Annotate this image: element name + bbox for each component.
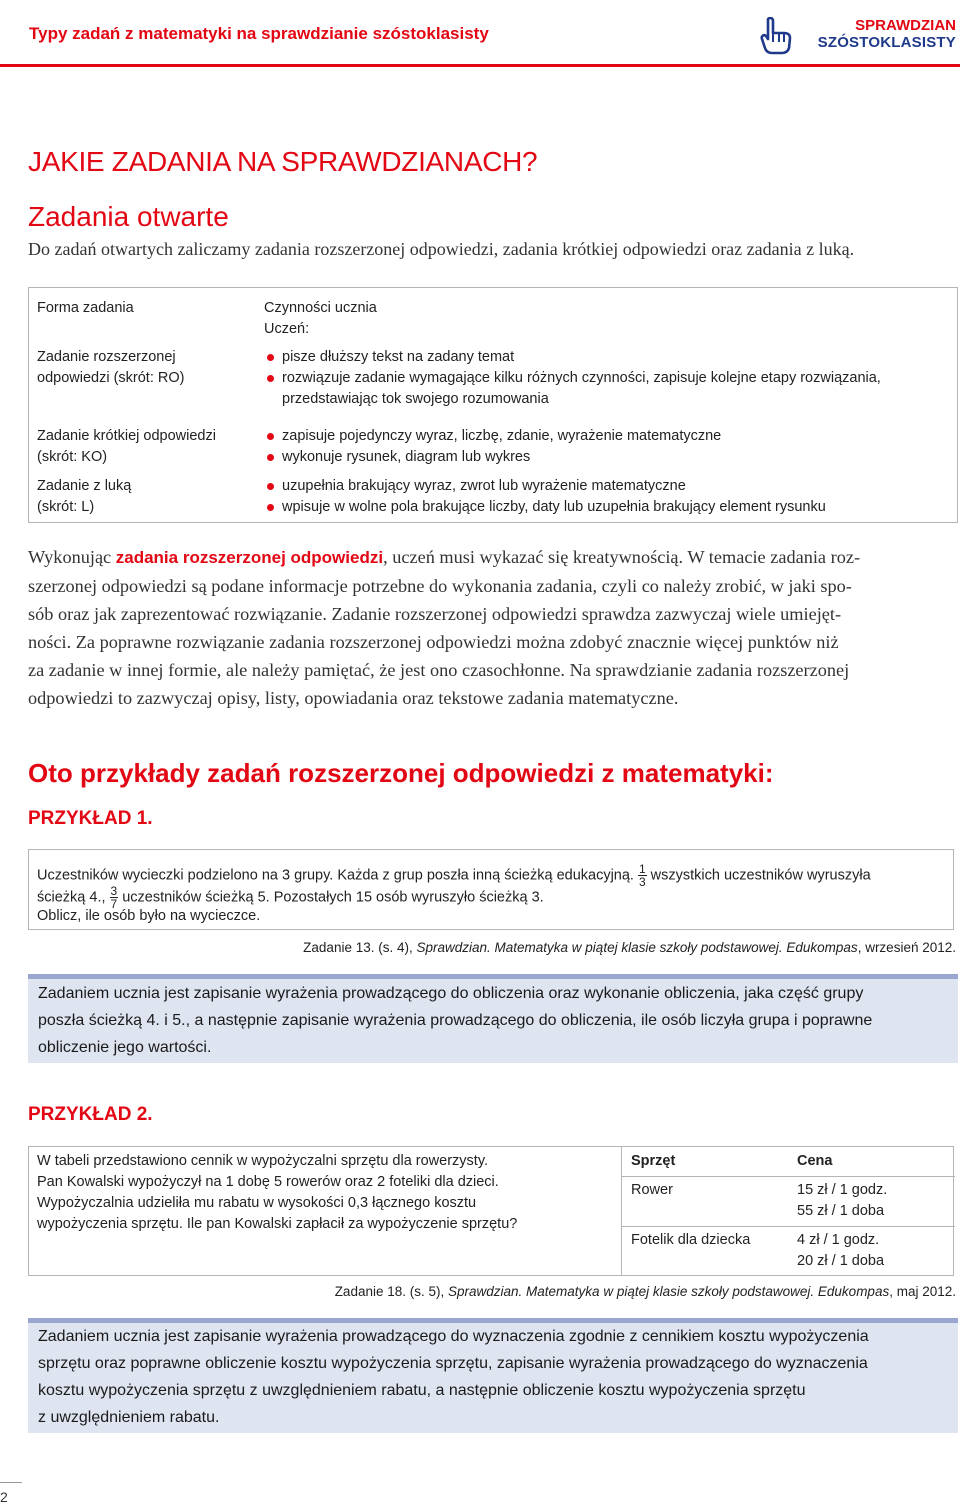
ex2-summary-line-3: kosztu wypożyczenia sprzętu z uwzględnieniem rabatu, a następnie obliczenie kosztu wypożyczenia sprzętu bbox=[38, 1382, 806, 1399]
example-2-task bbox=[28, 1146, 954, 1276]
price-row2-item: Fotelik dla dziecka bbox=[631, 1232, 751, 1248]
ex2-summary-line-4: z uwzględnieniem rabatu. bbox=[38, 1409, 220, 1426]
main-heading: JAKIE ZADANIA NA SPRAWDZIANACH? bbox=[28, 146, 538, 177]
fraction-three-sevenths: $\frac{3}{7}$ bbox=[110, 884, 118, 911]
example-1-source: Zadanie 13. (s. 4), Sprawdzian. Matematyka w piątej klasie szkoły podstawowej. Edukompas, wrzesień 2012. bbox=[303, 940, 956, 955]
task-forms-table bbox=[28, 287, 958, 523]
forms-column-header: Forma zadania bbox=[37, 300, 134, 316]
price-row1-day: 55 zł / 1 doba bbox=[797, 1203, 885, 1219]
logo-line-2: SZÓSTOKLASISTY bbox=[817, 34, 956, 51]
para-line-1: Wykonując zadania rozszerzonej odpowiedzi, uczeń musi wykazać się kreatywnością. W temacie zadania roz- bbox=[28, 547, 861, 567]
ex1-line-3: Oblicz, ile osób było na wycieczce. bbox=[37, 908, 261, 924]
page-header-title: Typy zadań z matematyki na sprawdzianie szóstoklasisty bbox=[29, 24, 489, 43]
ex2-line-1: W tabeli przedstawiono cennik w wypożyczalni sprzętu dla rowerzysty. bbox=[37, 1153, 489, 1169]
activities-subheader: Uczeń: bbox=[264, 321, 310, 337]
form-ko-line2: (skrót: KO) bbox=[37, 449, 108, 465]
examples-heading: Oto przykłady zadań rozszerzonej odpowiedzi z matematyki: bbox=[28, 758, 774, 788]
price-table-border bbox=[621, 1147, 622, 1275]
form-ro-line1: Zadanie rozszerzonej bbox=[37, 349, 176, 365]
section-heading: Zadania otwarte bbox=[28, 201, 229, 232]
activity-ro-1: pisze dłuższy tekst na zadany temat bbox=[264, 347, 514, 368]
activity-ko-2: wykonuje rysunek, diagram lub wykres bbox=[264, 447, 530, 468]
activity-l-1: uzupełnia brakujący wyraz, zwrot lub wyrażenie matematyczne bbox=[264, 476, 686, 497]
summary-accent-bar bbox=[28, 974, 958, 979]
form-l-line1: Zadanie z luką bbox=[37, 478, 132, 494]
ex2-line-2: Pan Kowalski wypożyczył na 1 dobę 5 rowerów oraz 2 foteliki dla dzieci. bbox=[37, 1174, 499, 1190]
example-1-label: PRZYKŁAD 1. bbox=[28, 808, 153, 829]
price-table bbox=[621, 1147, 955, 1275]
ex2-summary-line-2: sprzętu oraz poprawne obliczenie kosztu wypożyczenia sprzętu, zapisanie wyrażenia prowadzącego do wyznaczenia bbox=[38, 1355, 868, 1372]
description-paragraph bbox=[28, 543, 953, 712]
ex2-summary-line-1: Zadaniem ucznia jest zapisanie wyrażenia prowadzącego do wyznaczenia zgodnie z cennikiem kosztu wypożyczenia bbox=[38, 1328, 869, 1345]
ex2-line-4: wypożyczenia sprzętu. Ile pan Kowalski zapłacił za wypożyczenie sprzętu? bbox=[37, 1216, 518, 1232]
price-row2-hour: 4 zł / 1 godz. bbox=[797, 1232, 880, 1248]
page-number-rule bbox=[0, 1482, 22, 1483]
example-2-label: PRZYKŁAD 2. bbox=[28, 1104, 153, 1125]
price-row1-hour: 15 zł / 1 godz. bbox=[797, 1182, 888, 1198]
form-ko-line1: Zadanie krótkiej odpowiedzi bbox=[37, 428, 216, 444]
example-1-task bbox=[28, 849, 954, 930]
ex1-line-1: Uczestników wycieczki podzielono na 3 grupy. Każda z grup poszła inną ścieżką edukacyjną. $\frac{1}{3}$ wszystkich uczestników wyruszyła bbox=[37, 862, 871, 889]
price-header-item: Sprzęt bbox=[631, 1153, 676, 1169]
ex1-summary-line-1: Zadaniem ucznia jest zapisanie wyrażenia prowadzącego do obliczenia oraz wykonanie obliczenia, jaka część grupy bbox=[38, 985, 864, 1002]
logo bbox=[760, 17, 960, 55]
highlight-term: zadania rozszerzonej odpowiedzi bbox=[115, 548, 384, 567]
price-row1-item: Rower bbox=[631, 1182, 673, 1198]
header-divider bbox=[0, 64, 960, 67]
price-header-price: Cena bbox=[797, 1153, 833, 1169]
form-ro-line2: odpowiedzi (skrót: RO) bbox=[37, 370, 185, 386]
price-table-header-rule bbox=[621, 1176, 955, 1177]
fraction-one-third: $\frac{1}{3}$ bbox=[638, 862, 646, 889]
ex2-line-3: Wypożyczalnia udzieliła mu rabatu w wysokości 0,3 łącznego kosztu bbox=[37, 1195, 477, 1211]
price-row2-day: 20 zł / 1 doba bbox=[797, 1253, 885, 1269]
para-line-4: ności. Za poprawne rozwiązanie zadania rozszerzonej odpowiedzi można zdobyć znacznie więcej punktów niż bbox=[28, 632, 839, 652]
form-l-line2: (skrót: L) bbox=[37, 499, 95, 515]
activity-ro-2: rozwiązuje zadanie wymagające kilku różnych czynności, zapisuje kolejne etapy rozwiązania, bbox=[264, 368, 881, 389]
logo-line-1: SPRAWDZIAN bbox=[855, 17, 956, 34]
para-line-5: za zadanie w innej formie, ale należy pamiętać, że jest ono czasochłonne. Na sprawdzianie zadania rozszerzonej bbox=[28, 660, 850, 680]
example-1-summary bbox=[28, 974, 958, 1063]
para-line-6: odpowiedzi to zazwyczaj opisy, listy, opowiadania oraz tekstowe zadania matematyczne. bbox=[28, 688, 679, 708]
price-table-row-rule bbox=[621, 1226, 955, 1227]
para-line-2: szerzonej odpowiedzi są podane informacje potrzebne do wykonania zadania, czyli co należy zrobić, w jaki spo- bbox=[28, 576, 852, 596]
intro-text: Do zadań otwartych zaliczamy zadania rozszerzonej odpowiedzi, zadania krótkiej odpowiedzi oraz zadania z luką. bbox=[28, 239, 855, 259]
ex1-summary-line-3: obliczenie jego wartości. bbox=[38, 1039, 212, 1056]
ex1-line-2: ścieżką 4., $\frac{3}{7}$ uczestników ścieżką 5. Pozostałych 15 osób wyruszyło ścieżką 3. bbox=[37, 884, 544, 911]
example-2-source: Zadanie 18. (s. 5), Sprawdzian. Matematyka w piątej klasie szkoły podstawowej. Edukompas, maj 2012. bbox=[334, 1284, 956, 1299]
activity-ro-2-cont: przedstawiając tok swojego rozumowania bbox=[282, 391, 549, 407]
activities-column-header: Czynności ucznia bbox=[264, 300, 377, 316]
pointing-hand-icon bbox=[760, 17, 794, 55]
activity-l-2: wpisuje w wolne pola brakujące liczby, daty lub uzupełnia brakujący element rysunku bbox=[264, 497, 826, 518]
para-line-3: sób oraz jak zaprezentować rozwiązanie. Zadanie rozszerzonej odpowiedzi sprawdza zazwyczaj wiele umiejęt- bbox=[28, 604, 842, 624]
ex1-summary-line-2: poszła ścieżką 4. i 5., a następnie zapisanie wyrażenia prowadzącego do obliczenia, ile osób liczyła grupa i poprawne bbox=[38, 1012, 873, 1029]
page-number: 2 bbox=[0, 1489, 8, 1505]
example-2-summary bbox=[28, 1318, 958, 1433]
activity-ko-1: zapisuje pojedynczy wyraz, liczbę, zdanie, wyrażenie matematyczne bbox=[264, 426, 721, 447]
